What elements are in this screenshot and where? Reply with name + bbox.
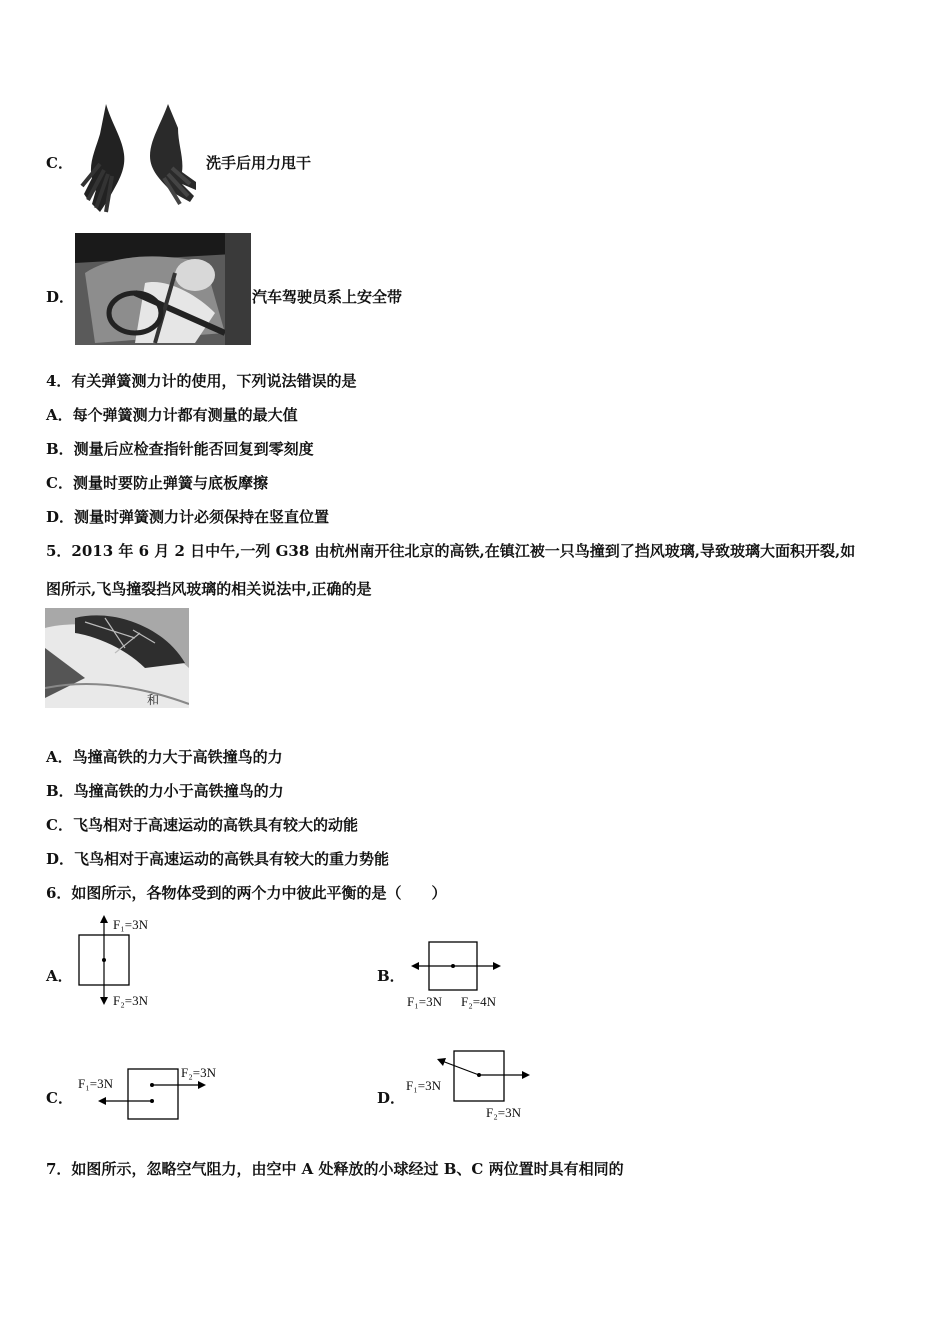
q5-option-a: A．鸟撞高铁的力大于高铁撞鸟的力 <box>46 748 283 766</box>
q5-stem-line1: 5．2013 年 6 月 2 日中午,一列 G38 由杭州南开往北京的高铁,在镇江被一只鸟撞到了挡风玻璃,导致玻璃大面积开裂,如 <box>46 542 856 560</box>
train-logo-text: 和 <box>147 693 160 707</box>
seatbelt-driver-photo <box>75 233 251 345</box>
q3-option-c-letter: C． <box>46 154 73 172</box>
q6-option-b-letter: B． <box>377 967 405 985</box>
q6-diagram-c <box>76 1063 236 1125</box>
q4-option-b: B．测量后应检查指针能否回复到零刻度 <box>46 440 314 458</box>
q5-option-b: B．鸟撞高铁的力小于高铁撞鸟的力 <box>46 782 284 800</box>
q6-option-c-letter: C． <box>46 1089 73 1107</box>
q4-option-c: C．测量时要防止弹簧与底板摩擦 <box>46 474 268 492</box>
q3-option-c-text: 洗手后用力甩干 <box>206 154 312 172</box>
q7-stem: 7．如图所示，忽略空气阻力，由空中 A 处释放的小球经过 B、C 两位置时具有相同的 <box>46 1160 624 1178</box>
q6-d-f2-label: F₂=3N <box>486 1105 521 1120</box>
q6-diagram-b <box>405 936 515 1016</box>
q6-diagram-d <box>404 1048 544 1128</box>
q6-option-d-letter: D． <box>377 1089 406 1107</box>
q4-stem: 4．有关弹簧测力计的使用，下列说法错误的是 <box>46 372 357 390</box>
q5-option-d: D．飞鸟相对于高速运动的高铁具有较大的重力势能 <box>46 850 390 868</box>
q6-b-f2-label: F₂=4N <box>461 994 496 1009</box>
q6-option-a-letter: A． <box>46 967 73 985</box>
q6-a-f1-label: F₁=3N <box>113 917 148 932</box>
q6-stem: 6．如图所示，各物体受到的两个力中彼此平衡的是（ ） <box>46 884 447 902</box>
q6-c-f2-label: F₂=3N <box>181 1065 216 1080</box>
q3-option-d-letter: D． <box>46 288 75 306</box>
q6-a-f2-label: F₂=3N <box>113 993 148 1008</box>
q6-d-f1-label: F₁=3N <box>406 1078 441 1093</box>
q5-stem-line2: 图所示,飞鸟撞裂挡风玻璃的相关说法中,正确的是 <box>46 580 372 598</box>
q4-option-a: A．每个弹簧测力计都有测量的最大值 <box>46 406 298 424</box>
q4-option-d: D．测量时弹簧测力计必须保持在竖直位置 <box>46 508 330 526</box>
q6-diagram-a <box>75 913 185 1013</box>
force-diagram-b <box>405 936 515 996</box>
hands-shaking-photo <box>78 104 198 214</box>
train-windshield-photo <box>45 608 189 708</box>
q3-option-d-text: 汽车驾驶员系上安全带 <box>252 288 403 306</box>
q5-option-c: C．飞鸟相对于高速运动的高铁具有较大的动能 <box>46 816 358 834</box>
q6-c-f1-label: F₁=3N <box>78 1076 113 1091</box>
q6-b-f1-label: F₁=3N <box>407 994 442 1009</box>
